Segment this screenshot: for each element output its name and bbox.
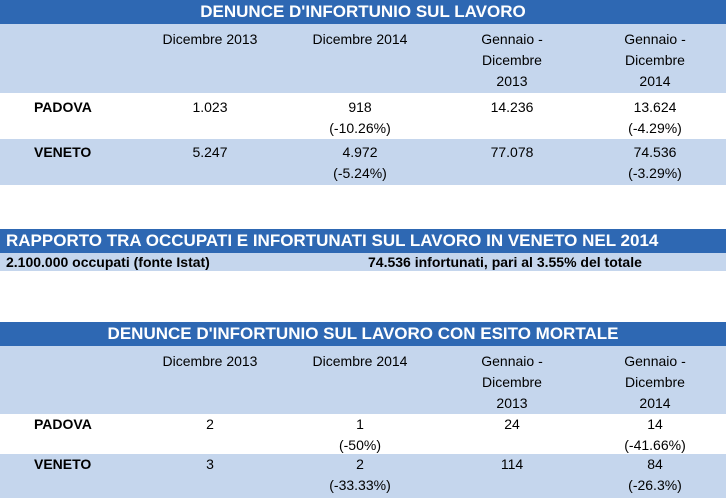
row-label: PADOVA <box>34 99 92 115</box>
row-label: PADOVA <box>34 416 92 432</box>
table-row-padova <box>0 93 726 139</box>
workers-ratio-table <box>0 229 726 271</box>
table-title: DENUNCE D'INFORTUNIO SUL LAVORO CON ESITO MORTALE <box>0 322 726 346</box>
fatal-injury-reports-table <box>0 322 726 498</box>
cell-dec-2014: 918 (-10.26%) <box>329 99 391 136</box>
cell-year-2013: 77.078 <box>490 144 534 160</box>
table-header-row <box>0 24 726 93</box>
cell-dec-2013: 3 <box>206 456 214 472</box>
table-header-row <box>0 346 726 414</box>
table-title: DENUNCE D'INFORTUNIO SUL LAVORO <box>0 0 726 24</box>
column-header-dec-2013: Dicembre 2013 <box>162 31 258 47</box>
cell-dec-2014: 2 (-33.33%) <box>329 456 391 493</box>
table-row-veneto <box>0 139 726 185</box>
injury-reports-table <box>0 0 726 185</box>
ratio-info-row <box>0 253 726 271</box>
column-header-jan-dec-2014: Gennaio - Dicembre 2014 <box>624 31 686 89</box>
table-row-veneto <box>0 454 726 498</box>
column-header-dec-2014: Dicembre 2014 <box>312 353 408 369</box>
cell-year-2013: 14.236 <box>490 99 534 115</box>
employed-count: 2.100.000 occupati (fonte Istat) <box>6 254 210 270</box>
cell-year-2014: 84 (-26.3%) <box>628 456 682 493</box>
cell-dec-2013: 1.023 <box>192 99 228 115</box>
cell-year-2014: 13.624 (-4.29%) <box>628 99 682 136</box>
column-header-jan-dec-2014: Gennaio - Dicembre 2014 <box>624 353 686 411</box>
cell-year-2014: 74.536 (-3.29%) <box>628 144 682 181</box>
row-label: VENETO <box>34 144 92 160</box>
table-row-padova <box>0 414 726 454</box>
column-header-dec-2013: Dicembre 2013 <box>162 353 258 369</box>
row-label: VENETO <box>34 456 92 472</box>
injured-count: 74.536 infortunati, pari al 3.55% del totale <box>368 254 642 270</box>
column-header-jan-dec-2013: Gennaio - Dicembre 2013 <box>481 353 543 411</box>
cell-dec-2013: 2 <box>206 416 214 432</box>
cell-year-2014: 14 (-41.66%) <box>624 416 686 453</box>
cell-dec-2014: 1 (-50%) <box>338 416 381 453</box>
column-header-jan-dec-2013: Gennaio - Dicembre 2013 <box>481 31 543 89</box>
cell-dec-2013: 5.247 <box>192 144 228 160</box>
cell-dec-2014: 4.972 (-5.24%) <box>333 144 387 181</box>
column-header-dec-2014: Dicembre 2014 <box>312 31 408 47</box>
cell-year-2013: 114 <box>500 456 524 472</box>
cell-year-2013: 24 <box>504 416 520 432</box>
table-title: RAPPORTO TRA OCCUPATI E INFORTUNATI SUL LAVORO IN VENETO NEL 2014 <box>0 229 726 253</box>
